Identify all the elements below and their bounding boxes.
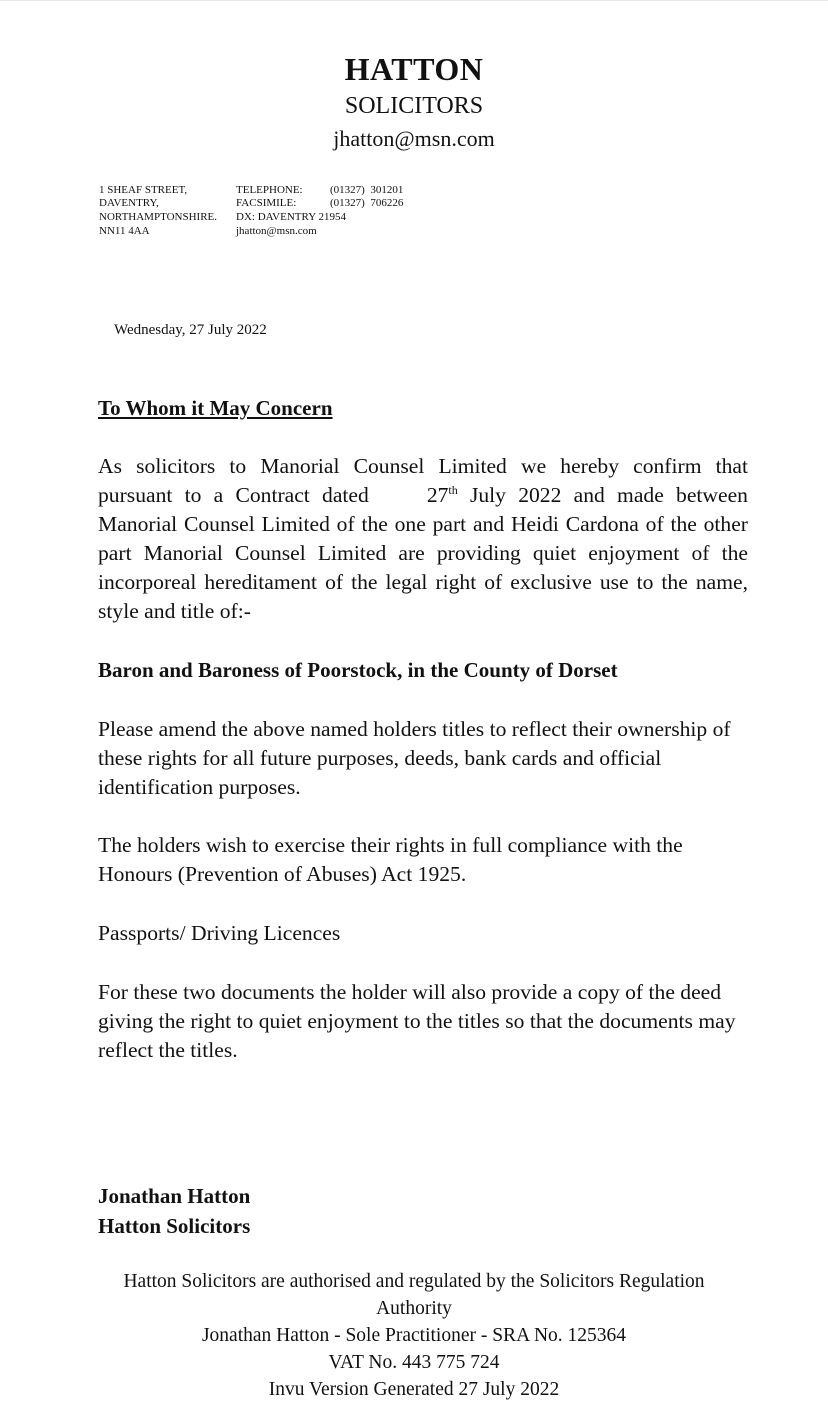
footer-version: Invu Version Generated 27 July 2022 bbox=[268, 1379, 560, 1400]
paragraph-compliance: The holders wish to exercise their rights in full compliance with the Honours (Prevention of Abuses) Act 1925. bbox=[98, 833, 683, 886]
greeting: To Whom it May Concern bbox=[98, 396, 333, 420]
paragraph-confirmation-part-2: July 2022 and made between Manorial Counsel Limited of the one part and Heidi Cardona of the other part Manorial Counsel Limited are providing quiet enjoyment of the incorporeal hereditament of the legal right of exclusive use to the name, style and title of:- bbox=[98, 483, 748, 623]
telephone-label: TELEPHONE: bbox=[236, 184, 303, 196]
facsimile-value: (01327) 706226 bbox=[330, 197, 404, 209]
address-email: jhatton@msn.com bbox=[236, 225, 317, 237]
address-line-3: NORTHAMPTONSHIRE. bbox=[99, 211, 218, 223]
signatory-name: Jonathan Hatton bbox=[98, 1184, 251, 1208]
header-email: jhatton@msn.com bbox=[333, 126, 495, 151]
paragraph-confirmation-part-1: As solicitors to Manorial Counsel Limited we hereby confirm that pursuant to a Contract dated bbox=[98, 454, 748, 507]
paragraph-amend: Please amend the above named holders titles to reflect their ownership of these rights for all future purposes, deeds, bank cards and official identification purposes. bbox=[98, 717, 731, 799]
address-line-4: NN11 4AA bbox=[99, 225, 150, 237]
paragraph-documents-heading: Passports/ Driving Licences bbox=[98, 921, 341, 945]
title-name: Baron and Baroness of Poorstock, in the County of Dorset bbox=[98, 658, 618, 682]
paragraph-confirmation bbox=[98, 452, 748, 626]
firm-name: HATTON bbox=[344, 51, 484, 87]
contract-day-suffix: th bbox=[448, 482, 458, 497]
address-line-1: 1 SHEAF STREET, bbox=[99, 184, 188, 196]
telephone-value: (01327) 301201 bbox=[330, 184, 404, 196]
dx-number: DX: DAVENTRY 21954 bbox=[236, 211, 347, 223]
address-line-2: DAVENTRY, bbox=[99, 197, 159, 209]
signatory-firm: Hatton Solicitors bbox=[98, 1214, 251, 1238]
footer-practitioner: Jonathan Hatton - Sole Practitioner - SRA No. 125364 bbox=[201, 1325, 627, 1346]
footer-authority: Authority bbox=[376, 1298, 452, 1319]
letter-date: Wednesday, 27 July 2022 bbox=[114, 322, 267, 338]
firm-subtitle: SOLICITORS bbox=[344, 93, 484, 119]
footer-regulation: Hatton Solicitors are authorised and regulated by the Solicitors Regulation bbox=[123, 1271, 705, 1292]
footer-vat: VAT No. 443 775 724 bbox=[328, 1352, 500, 1373]
paragraph-documents: For these two documents the holder will also provide a copy of the deed giving the right to quiet enjoyment to the titles so that the documents may reflect the titles. bbox=[98, 980, 736, 1062]
facsimile-label: FACSIMILE: bbox=[236, 197, 297, 209]
contract-day: 27 bbox=[426, 483, 449, 507]
